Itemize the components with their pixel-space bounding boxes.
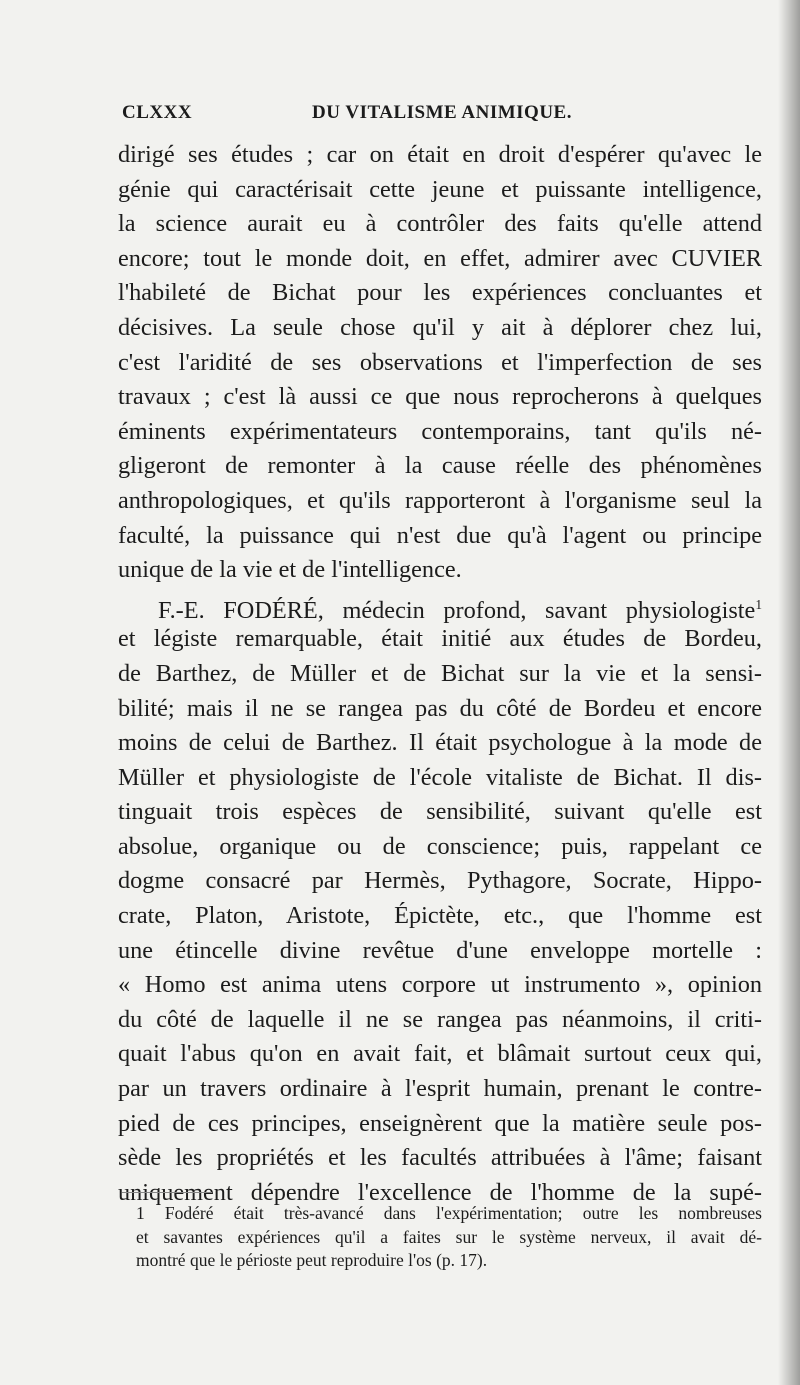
text-line: éminents expérimentateurs contemporains, tant qu'ils né- [118, 417, 762, 445]
text-line: décisives. La seule chose qu'il y ait à déplorer chez lui, [118, 313, 762, 341]
text-line: quait l'abus qu'on en avait fait, et blâmait surtout ceux qui, [118, 1040, 762, 1068]
text-line: du côté de laquelle il ne se rangea pas néanmoins, il criti- [118, 1005, 762, 1033]
text-line: Müller et physiologiste de l'école vitaliste de Bichat. Il dis- [118, 763, 762, 791]
text-line: gligeront de remonter à la cause réelle des phénomènes [118, 452, 762, 480]
text-line: absolue, organique ou de conscience; puis, rappelant ce [118, 832, 762, 860]
text-line: crate, Platon, Aristote, Épictète, etc., que l'homme est [118, 902, 762, 930]
footnote-reference: 1 [755, 596, 762, 612]
footnote-line: 1 Fodéré était très-avancé dans l'expérimentation; outre les nombreuses [136, 1203, 762, 1223]
text-line: anthropologiques, et qu'ils rapporteront à l'organisme seul la [118, 486, 762, 514]
text-line: travaux ; c'est là aussi ce que nous reprocherons à quelques [118, 383, 762, 411]
text-line: « Homo est anima utens corpore ut instrumento », opinion [118, 971, 762, 999]
paragraph-start-line [118, 588, 762, 623]
page-number: CLXXX [122, 102, 193, 123]
text-line: F.-E. FODÉRÉ, médecin profond, savant physiologiste [158, 596, 756, 624]
page-header [122, 102, 762, 132]
text-line: par un travers ordinaire à l'esprit humain, prenant le contre- [118, 1075, 762, 1103]
footnote-line: montré que le périoste peut reproduire l'os (p. 17). [136, 1250, 488, 1270]
text-line: bilité; mais il ne se rangea pas du côté de Bordeu et encore [118, 694, 762, 722]
text-line: l'habileté de Bichat pour les expériences concluantes et [118, 279, 762, 307]
footnotes [136, 1202, 762, 1273]
text-line: de Barthez, de Müller et de Bichat sur la vie et la sensi- [118, 659, 762, 687]
text-line: dogme consacré par Hermès, Pythagore, Socrate, Hippo- [118, 867, 762, 895]
text-line: une étincelle divine revêtue d'une enveloppe mortelle : [118, 936, 762, 964]
text-line: encore; tout le monde doit, en effet, admirer avec CUVIER [118, 244, 762, 272]
text-line: c'est l'aridité de ses observations et l'imperfection de ses [118, 348, 762, 376]
text-line: et légiste remarquable, était initié aux études de Bordeu, [118, 625, 762, 653]
body-text [118, 138, 762, 1210]
text-line: la science aurait eu à contrôler des faits qu'elle attend [118, 210, 762, 238]
text-line: pied de ces principes, enseignèrent que la matière seule pos- [118, 1109, 762, 1137]
text-line: génie qui caractérisait cette jeune et puissante intelligence, [118, 175, 762, 203]
text-line: sède les propriétés et les facultés attribuées à l'âme; faisant [118, 1144, 762, 1172]
text-line: faculté, la puissance qui n'est due qu'à l'agent ou principe [118, 521, 762, 549]
footnote-line: et savantes expériences qu'il a faites sur le système nerveux, il avait dé- [136, 1226, 762, 1247]
text-line: tinguait trois espèces de sensibilité, suivant qu'elle est [118, 798, 762, 826]
text-line: dirigé ses études ; car on était en droit d'espérer qu'avec le [118, 141, 762, 168]
page-edge-shadow [778, 0, 800, 1385]
running-title: DU VITALISME ANIMIQUE. [312, 102, 572, 123]
text-line: uniquement dépendre l'excellence de l'homme de la supé- [118, 1178, 762, 1206]
text-line: moins de celui de Barthez. Il était psychologue à la mode de [118, 729, 762, 757]
paragraph-end-line: unique de la vie et de l'intelligence. [118, 556, 462, 584]
footnote-separator [122, 1192, 212, 1193]
